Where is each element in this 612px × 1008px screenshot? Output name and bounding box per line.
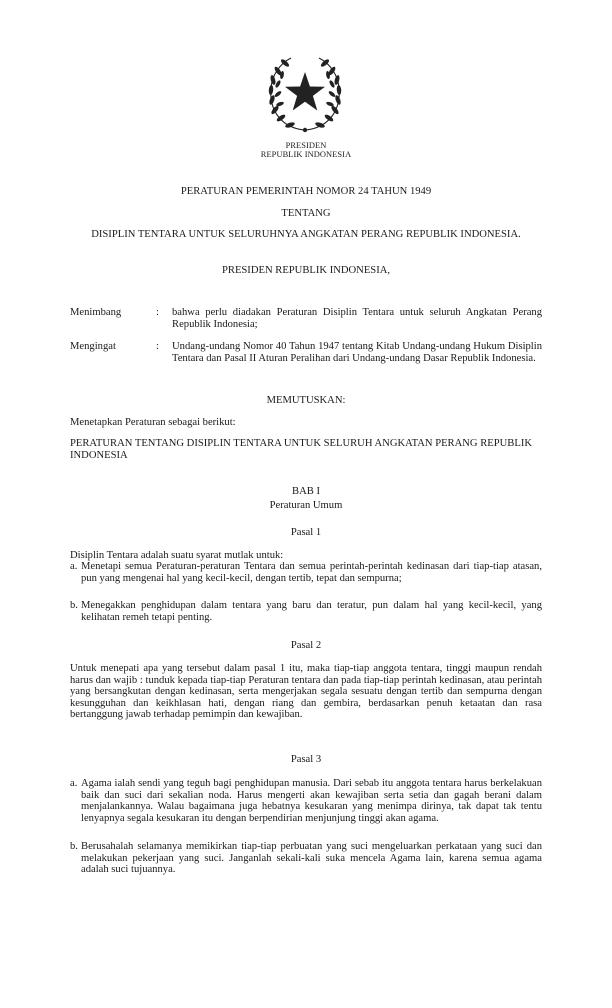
chapter-title: Peraturan Umum [269,500,343,511]
list-item-text: Agama ialah sendi yang teguh bagi penghidupan manusia. Dari sebab itu anggota tentara harus berkelakuan baik dan suci dari sekalian noda. Harus mengerti akan kewajiban serta setia dan gagah berani dalam menjalankannya. Walau bagaimana juga hebatnya kesukaran yang menimpa dirinya, tak dapat tak tentu lenyapnya segala kesukaran itu dengan berpendirian menjunjung tinggi akan agama. [81,778,542,824]
chapter-number: BAB I [292,486,320,497]
title-about: TENTANG [281,208,331,219]
pasal-1-heading: Pasal 1 [290,527,322,538]
recalling-text: Undang-undang Nomor 40 Tahun 1947 tentang Kitab Undang-undang Hukum Disiplin Tentara dan Pasal II Aturan Peralihan dari Undang-undang Dasar Republik Indonesia. [172,341,542,364]
pasal-2-text: Untuk menepati apa yang tersebut dalam pasal 1 itu, maka tiap-tiap anggota tentara, tinggi maupun rendah harus dan wajib : tunduk kepada tiap-tiap Peraturan tentara dan pada tiap-tiap perintah kedinasan, atau perintah yang bersangkutan dengan kedinasan, serta mengerjakan segala sesuatu dengan tertib dan sempurna dengan kesungguhan dan keikhlasan hati, dengan riang dan gembira, berdasarkan penuh ketaatan dan rasa bertanggung jawab terhadap pemimpin dan kewajiban. [70,663,542,721]
recalling-label: Mengingat [70,341,116,352]
header-republic: REPUBLIK INDONESIA [260,150,352,159]
regulation-name: PERATURAN TENTANG DISIPLIN TENTARA UNTUK SELURUH ANGKATAN PERANG REPUBLIK INDONESIA [70,438,533,461]
header-president: PRESIDEN [285,141,327,150]
regulation-title: PERATURAN PEMERINTAH NOMOR 24 TAHUN 1949 [180,186,432,197]
pasal-2-heading: Pasal 2 [290,640,322,651]
list-marker: a. [70,561,78,572]
list-item-text: Menegakkan penghidupan dalam tentara yang baru dan teratur, pun dalam hal yang kecil-kecil, yang kelihatan remeh tetapi penting. [81,600,542,623]
pasal-3-heading: Pasal 3 [290,754,322,765]
list-item-text: Berusahalah selamanya memikirkan tiap-tiap perbuatan yang suci mengeluarkan perkataan yang suci dan melakukan pekerjaan yang suci. Janganlah sekali-kali suka mencela Agama lain, karena semua agama adalah suci tujuannya. [81,841,542,876]
list-marker: b. [70,841,78,852]
list-item-text: Menetapi semua Peraturan-peraturan Tentara dan semua perintah-perintah kedinasan dari tiap-tiap atasan, pun yang mengenai hal yang kecil-kecil, dengan tertib, tepat dan sempurna; [81,561,542,584]
considering-text: bahwa perlu diadakan Peraturan Disiplin Tentara untuk seluruh Angkatan Perang Republik Indonesia; [172,307,542,330]
list-marker: a. [70,778,78,789]
pasal-1-intro: Disiplin Tentara adalah suatu syarat mutlak untuk: [70,550,284,561]
stipulate-line: Menetapkan Peraturan sebagai berikut: [70,417,236,428]
title-subject: DISIPLIN TENTARA UNTUK SELURUHNYA ANGKATAN PERANG REPUBLIK INDONESIA. [91,229,521,240]
issuer: PRESIDEN REPUBLIK INDONESIA, [221,265,391,276]
decides-heading: MEMUTUSKAN: [266,395,346,406]
considering-colon: : [156,307,159,318]
list-marker: b. [70,600,78,611]
recalling-colon: : [156,341,159,352]
presidential-star-emblem-icon [263,52,347,136]
considering-label: Menimbang [70,307,122,318]
